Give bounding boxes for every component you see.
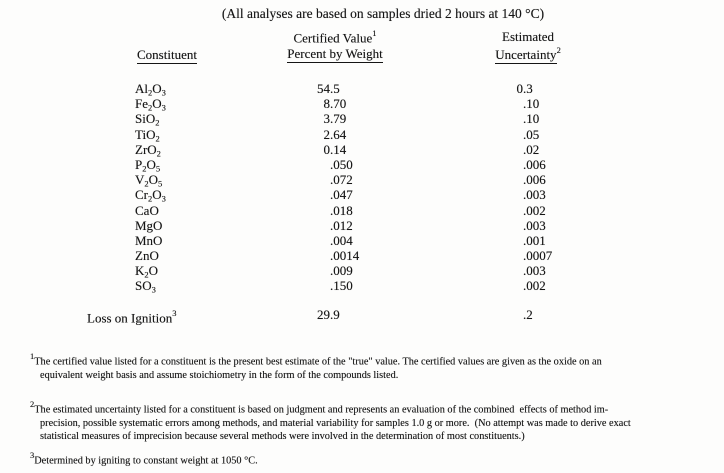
constituent-formula: MgO <box>135 217 163 233</box>
footnote-2-line-2: precision, possible systematic errors among methods, and material variability for samples 1.0 g or more. (No attempt was made to derive exact <box>40 417 631 429</box>
constituent-formula: $V_2O_5$ <box>135 172 163 189</box>
footnote-ref-2: 2 <box>556 45 561 55</box>
estimated-uncertainty: .003 <box>523 263 546 279</box>
constituent-formula: ZrO$_2$ <box>135 141 161 159</box>
footnote-2 <box>30 399 631 444</box>
estimated-uncertainty: .05 <box>523 126 540 142</box>
table-row <box>0 187 724 202</box>
certified-value-header-label: Certified Value <box>293 30 373 46</box>
certified-value: .047 <box>330 187 353 203</box>
certified-value-header-line2 <box>245 46 425 62</box>
constituent-header <box>137 47 197 63</box>
document-title: (All analyses are based on samples dried 2 hours at 140 °C) <box>221 6 545 21</box>
table-row <box>0 81 724 96</box>
table-row <box>0 263 724 278</box>
table-body <box>0 81 724 294</box>
footnote-3-line-1: $^3$Determined by igniting to constant weight at 1050 °C. <box>30 450 258 467</box>
estimated-uncertainty: .0007 <box>523 248 553 264</box>
certified-value: 0.14 <box>323 141 347 157</box>
estimated-uncertainty: .10 <box>523 111 540 127</box>
loss-on-ignition-label <box>87 307 176 325</box>
table-row <box>0 278 724 293</box>
table-row <box>0 96 724 111</box>
uncertainty-header-line2 <box>438 46 618 63</box>
constituent-formula: $Cr_2O_3$ <box>135 187 166 204</box>
table-row <box>0 218 724 233</box>
constituent-formula: $P_2O_5$ <box>135 156 161 174</box>
constituent-formula: SiO$_2$ <box>135 111 160 128</box>
uncertainty-label: Uncertainty <box>495 47 557 63</box>
table-row <box>0 172 724 187</box>
table-row <box>0 127 724 142</box>
constituent-formula: ZnO <box>135 248 159 264</box>
loss-on-ignition-text: Loss on Ignition <box>87 310 173 326</box>
loss-on-ignition-value: 29.9 <box>317 307 340 322</box>
table-row <box>0 248 724 263</box>
footnote-3 <box>30 450 258 468</box>
certified-value: .150 <box>330 278 353 294</box>
constituent-formula: $Al_2O_3$ <box>135 81 166 98</box>
certified-value: .0014 <box>330 248 360 264</box>
footnote-marker-2: 2 <box>30 399 35 409</box>
footnote-ref-3: 3 <box>172 308 177 318</box>
constituent-formula: TiO$_2$ <box>135 126 160 144</box>
certified-value: .072 <box>330 172 353 188</box>
loss-on-ignition-uncertainty: .2 <box>523 307 533 322</box>
estimated-uncertainty: .001 <box>523 232 546 248</box>
estimated-uncertainty: .006 <box>523 172 546 188</box>
footnote-ref-1: 1 <box>372 28 377 38</box>
certified-value: .018 <box>330 202 353 218</box>
estimated-uncertainty: 0.3 <box>516 81 533 96</box>
footnote-1 <box>30 351 602 382</box>
estimated-uncertainty: .003 <box>523 217 546 233</box>
table-row <box>0 233 724 248</box>
summary-row <box>0 307 724 326</box>
estimated-uncertainty: .10 <box>523 96 540 112</box>
constituent-formula: $Fe_2O_3$ <box>135 96 166 113</box>
estimated-uncertainty: .003 <box>523 187 546 203</box>
footnote-1-line-1: $^1$The certified value listed for a constituent is the present best estimate of the "true" value. The certified values are given as the oxide on an <box>30 351 602 368</box>
table-row <box>0 111 724 126</box>
certified-value: .050 <box>330 156 353 172</box>
constituent-formula: MnO <box>135 232 163 248</box>
certified-value: .004 <box>330 232 353 248</box>
table-row <box>0 157 724 172</box>
footnote-1-line-2: equivalent weight basis and assume stoichiometry in the form of the compounds listed. <box>40 369 399 381</box>
footnote-2-line-1: $^2$The estimated uncertainty listed for a constituent is based on judgment and represents an evaluation of the combined effects of method im- <box>30 399 609 416</box>
table-row <box>0 203 724 218</box>
footnote-marker-1: 1 <box>30 351 35 361</box>
certified-value: 3.79 <box>323 111 347 127</box>
footnote-marker-3: 3 <box>30 450 35 460</box>
constituent-formula: $K_2O$ <box>135 263 159 280</box>
uncertainty-header-line1 <box>438 29 618 45</box>
certified-value: 8.70 <box>323 96 347 112</box>
constituent-header-label: Constituent <box>137 47 197 62</box>
footnote-2-line-3: statistical measures of imprecision because several methods were involved in the determination of most constituents.) <box>40 431 525 443</box>
certified-value: 2.64 <box>323 126 347 142</box>
estimated-uncertainty: .02 <box>523 141 540 157</box>
estimated-uncertainty: .002 <box>523 278 546 294</box>
certified-value: .012 <box>330 217 353 233</box>
estimated-label: Estimated <box>502 29 554 44</box>
percent-by-weight-label: Percent by Weight <box>287 46 383 61</box>
certified-value-header-line1 <box>245 29 425 46</box>
estimated-uncertainty: .006 <box>523 156 546 172</box>
certified-value: .009 <box>330 263 353 279</box>
constituent-formula: CaO <box>135 202 159 218</box>
estimated-uncertainty: .002 <box>523 202 546 218</box>
certified-value: 54.5 <box>317 81 340 96</box>
table-row <box>0 142 724 157</box>
constituent-formula: $SO_3$ <box>135 278 156 295</box>
